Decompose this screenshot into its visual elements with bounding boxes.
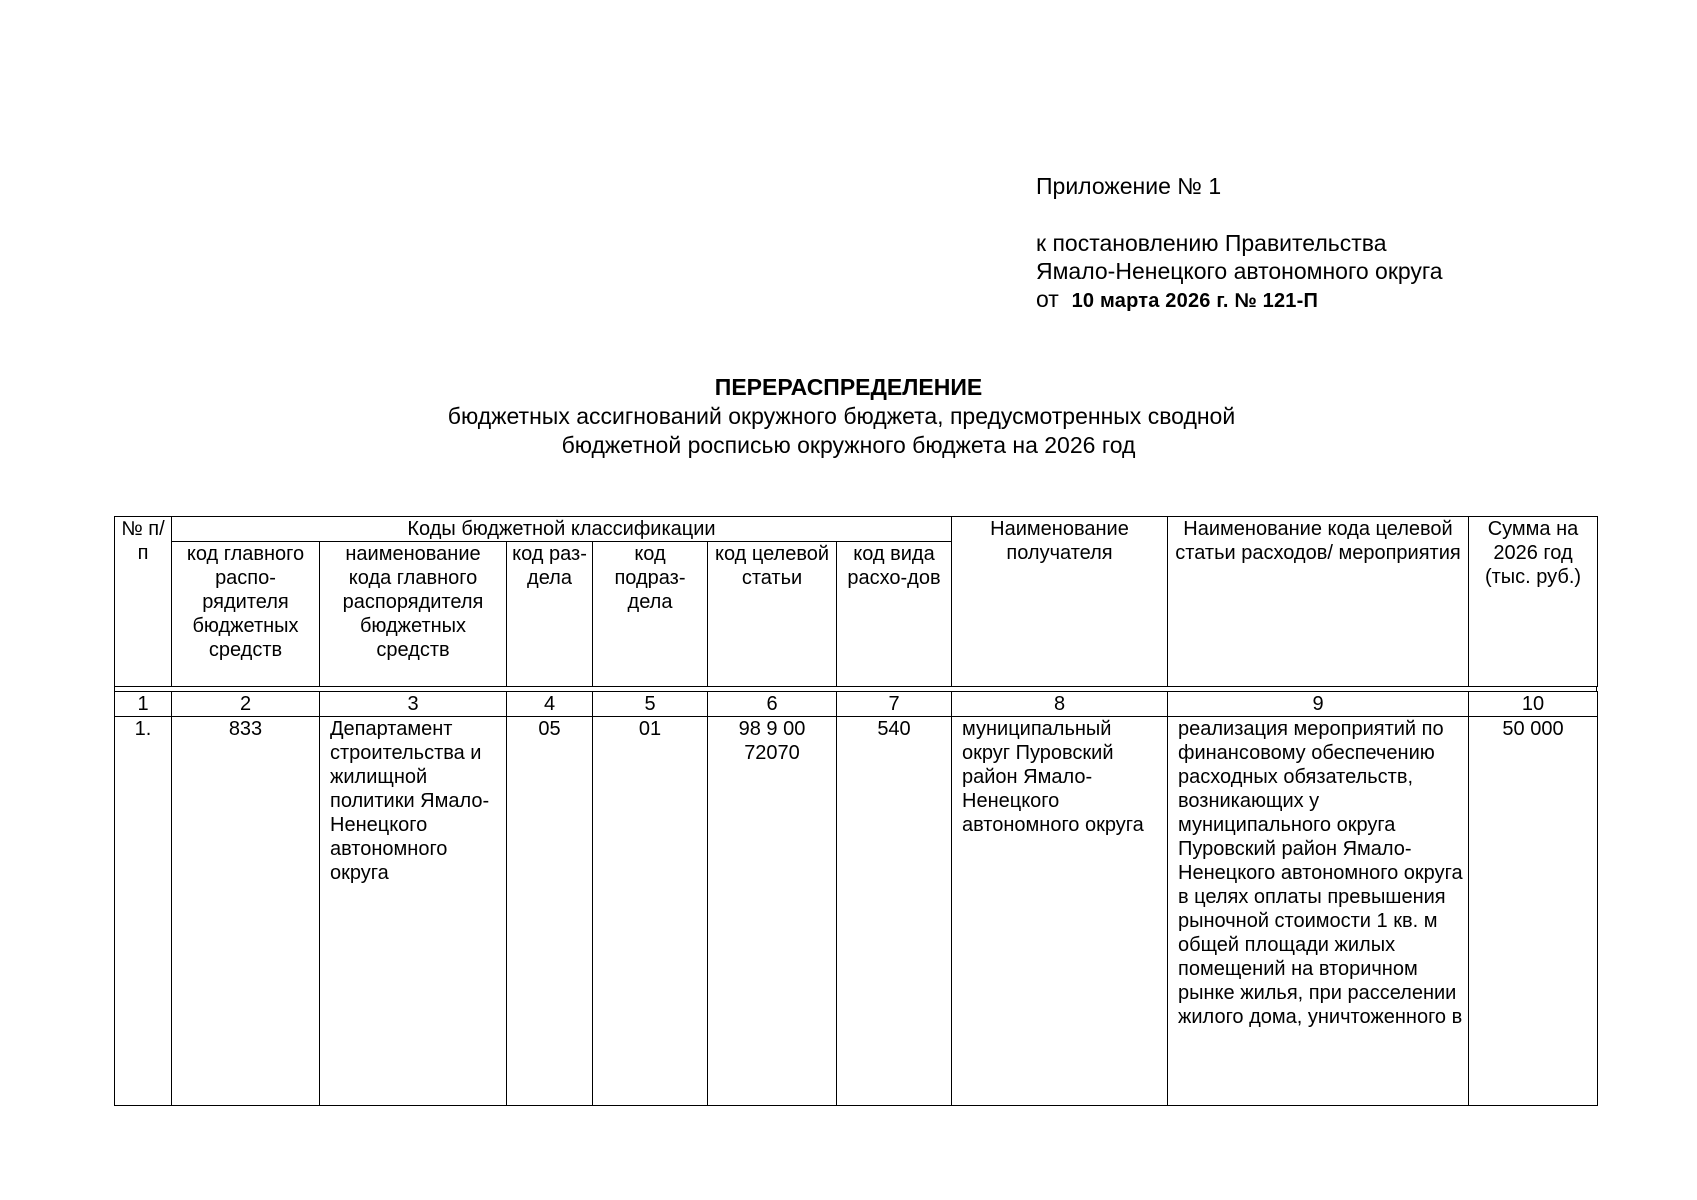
header-gr-name: наименование кода главного распорядителя бюджетных средств <box>320 542 507 687</box>
header-num: № п/п <box>115 517 172 687</box>
row-gr-code: 833 <box>172 717 320 1106</box>
header-subsection: код подраз-дела <box>593 542 708 687</box>
appendix-region-line: Ямало-Ненецкого автономного округа <box>1036 258 1443 284</box>
column-number: 3 <box>320 692 507 717</box>
column-number-row <box>115 692 1598 717</box>
table-body <box>114 691 1598 1106</box>
appendix-decree-line: к постановлению Правительства <box>1036 230 1387 256</box>
appendix-date-line <box>1036 285 1443 315</box>
row-target-name: реализация мероприятий по финансовому обеспечению расходных обязательств, возникающих у муниципального округа Пуровский район Ямало-Ненецкого автономного округа в целях оплаты превышения рыночной стоимости 1 кв. м общей площади жилых помещений на вторичном рынке жилья, при расселении жилого дома, уничтоженного в <box>1168 717 1469 1106</box>
table-row <box>115 717 1598 1106</box>
document-title: ПЕРЕРАСПРЕДЕЛЕНИЕ <box>714 374 983 400</box>
document-subtitle-line2: бюджетной росписью окружного бюджета на 2026 год <box>561 432 1136 458</box>
document-subtitle-line1: бюджетных ассигнований окружного бюджета, предусмотренных сводной <box>447 403 1236 429</box>
row-recipient: муниципальный округ Пуровский район Ямало-Ненецкого автономного округа <box>952 717 1168 1106</box>
column-number: 5 <box>593 692 708 717</box>
column-number: 4 <box>507 692 593 717</box>
header-recipient: Наименование получателя <box>952 517 1168 687</box>
header-gr-code: код главного распо-рядителя бюджетных средств <box>172 542 320 687</box>
table-header <box>114 516 1598 687</box>
column-number: 8 <box>952 692 1168 717</box>
row-num: 1. <box>115 717 172 1106</box>
column-number: 1 <box>115 692 172 717</box>
column-number: 9 <box>1168 692 1469 717</box>
row-amount: 50 000 <box>1469 717 1598 1106</box>
header-codes-group: Коды бюджетной классификации <box>172 517 952 542</box>
header-expense-type: код вида расхо-дов <box>837 542 952 687</box>
header-target-name: Наименование кода целевой статьи расходов/ мероприятия <box>1168 517 1469 687</box>
appendix-title: Приложение № 1 <box>1036 173 1222 199</box>
column-number: 7 <box>837 692 952 717</box>
column-number: 2 <box>172 692 320 717</box>
header-section: код раз-дела <box>507 542 593 687</box>
header-target-article: код целевой статьи <box>708 542 837 687</box>
decree-reference: 10 марта 2026 г. № 121-П <box>1071 290 1319 312</box>
header-amount: Сумма на 2026 год (тыс. руб.) <box>1469 517 1598 687</box>
appendix-block <box>1036 172 1443 315</box>
document-title-block <box>0 373 1697 460</box>
column-number: 10 <box>1469 692 1598 717</box>
from-label: от <box>1036 286 1059 312</box>
row-target-article: 98 9 00 72070 <box>708 717 837 1106</box>
row-section: 05 <box>507 717 593 1106</box>
row-expense-type: 540 <box>837 717 952 1106</box>
row-gr-name: Департамент строительства и жилищной политики Ямало-Ненецкого автономного округа <box>320 717 507 1106</box>
column-number: 6 <box>708 692 837 717</box>
row-subsection: 01 <box>593 717 708 1106</box>
